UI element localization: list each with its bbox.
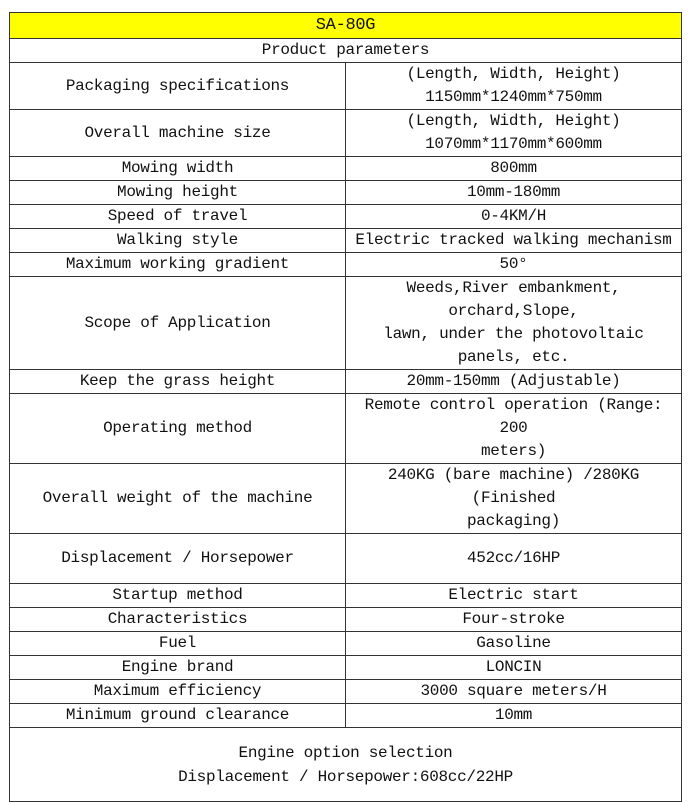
param-label: Displacement / Horsepower <box>10 534 346 584</box>
param-value <box>346 229 682 253</box>
table-row <box>10 229 682 253</box>
param-value-line: 10mm-180mm <box>466 183 561 201</box>
param-label: Characteristics <box>10 608 346 632</box>
param-value-line: Remote control operation (Range: 200 <box>364 396 663 437</box>
param-label: Scope of Application <box>10 277 346 370</box>
param-value-line: 1070mm*1170mm*600mm <box>425 135 602 153</box>
param-value-line: (Length, Width, Height) <box>406 65 621 83</box>
table-row <box>10 394 682 464</box>
table-row <box>10 205 682 229</box>
param-value <box>346 157 682 181</box>
param-value-line: 800mm <box>490 159 537 177</box>
param-value <box>346 656 682 680</box>
param-value-line: Electric tracked walking mechanism <box>355 231 672 249</box>
table-row <box>10 370 682 394</box>
table-row <box>10 277 682 370</box>
param-label: Keep the grass height <box>10 370 346 394</box>
param-value <box>346 110 682 157</box>
table-row <box>10 680 682 704</box>
param-value-line: 10mm <box>494 706 533 724</box>
table-row <box>10 63 682 110</box>
param-value-line: 1150mm*1240mm*750mm <box>425 88 602 106</box>
param-value <box>346 253 682 277</box>
param-label: Packaging specifications <box>10 63 346 110</box>
param-label: Operating method <box>10 394 346 464</box>
param-value-line: 3000 square meters/H <box>420 682 607 700</box>
title-row <box>10 13 682 39</box>
param-value <box>346 632 682 656</box>
param-value-line: packaging) <box>466 512 561 530</box>
param-value-line: LONCIN <box>485 658 542 676</box>
section-header-row <box>10 39 682 63</box>
table-row <box>10 632 682 656</box>
param-value-line: 240KG (bare machine) /280KG (Finished <box>387 466 640 507</box>
param-label: Overall machine size <box>10 110 346 157</box>
param-label: Speed of travel <box>10 205 346 229</box>
param-value <box>346 370 682 394</box>
param-value <box>346 277 682 370</box>
param-value <box>346 534 682 584</box>
table-row <box>10 157 682 181</box>
table-row <box>10 110 682 157</box>
param-value <box>346 584 682 608</box>
param-value-line: lawn, under the photovoltaic panels, etc. <box>383 325 644 366</box>
table-row <box>10 656 682 680</box>
param-label: Fuel <box>10 632 346 656</box>
table-row <box>10 704 682 728</box>
param-label: Walking style <box>10 229 346 253</box>
param-label: Engine brand <box>10 656 346 680</box>
param-label: Minimum ground clearance <box>10 704 346 728</box>
param-label: Mowing height <box>10 181 346 205</box>
table-row <box>10 253 682 277</box>
table-row <box>10 534 682 584</box>
section-header: Product parameters <box>10 39 682 63</box>
param-value-line: 0-4KM/H <box>480 207 547 225</box>
param-value-line: meters) <box>480 442 547 460</box>
param-value <box>346 608 682 632</box>
param-value <box>346 181 682 205</box>
param-value <box>346 205 682 229</box>
param-value-line: 452cc/16HP <box>466 549 561 567</box>
param-value <box>346 704 682 728</box>
table-row <box>10 584 682 608</box>
param-label: Maximum working gradient <box>10 253 346 277</box>
param-value <box>346 394 682 464</box>
engine-option-heading: Engine option selection <box>238 743 453 762</box>
engine-option-row <box>10 728 682 802</box>
param-label: Maximum efficiency <box>10 680 346 704</box>
param-value-line: Electric start <box>448 586 579 604</box>
table-row <box>10 181 682 205</box>
param-value <box>346 63 682 110</box>
param-value-line: 50° <box>499 255 528 273</box>
param-value-line: Weeds,River embankment, orchard,Slope, <box>406 279 621 320</box>
model-title: SA-80G <box>10 13 682 39</box>
param-value-line: Four-stroke <box>462 610 565 628</box>
table-row <box>10 608 682 632</box>
param-value-line: Gasoline <box>476 634 551 652</box>
engine-option <box>10 728 682 802</box>
table-row <box>10 464 682 534</box>
param-label: Startup method <box>10 584 346 608</box>
param-value-line: 20mm-150mm (Adjustable) <box>406 372 621 390</box>
spec-table <box>9 12 682 802</box>
engine-option-text: Displacement / Horsepower:608cc/22HP <box>178 767 513 786</box>
param-label: Mowing width <box>10 157 346 181</box>
param-value-line: (Length, Width, Height) <box>406 112 621 130</box>
param-value <box>346 680 682 704</box>
param-label: Overall weight of the machine <box>10 464 346 534</box>
param-value <box>346 464 682 534</box>
